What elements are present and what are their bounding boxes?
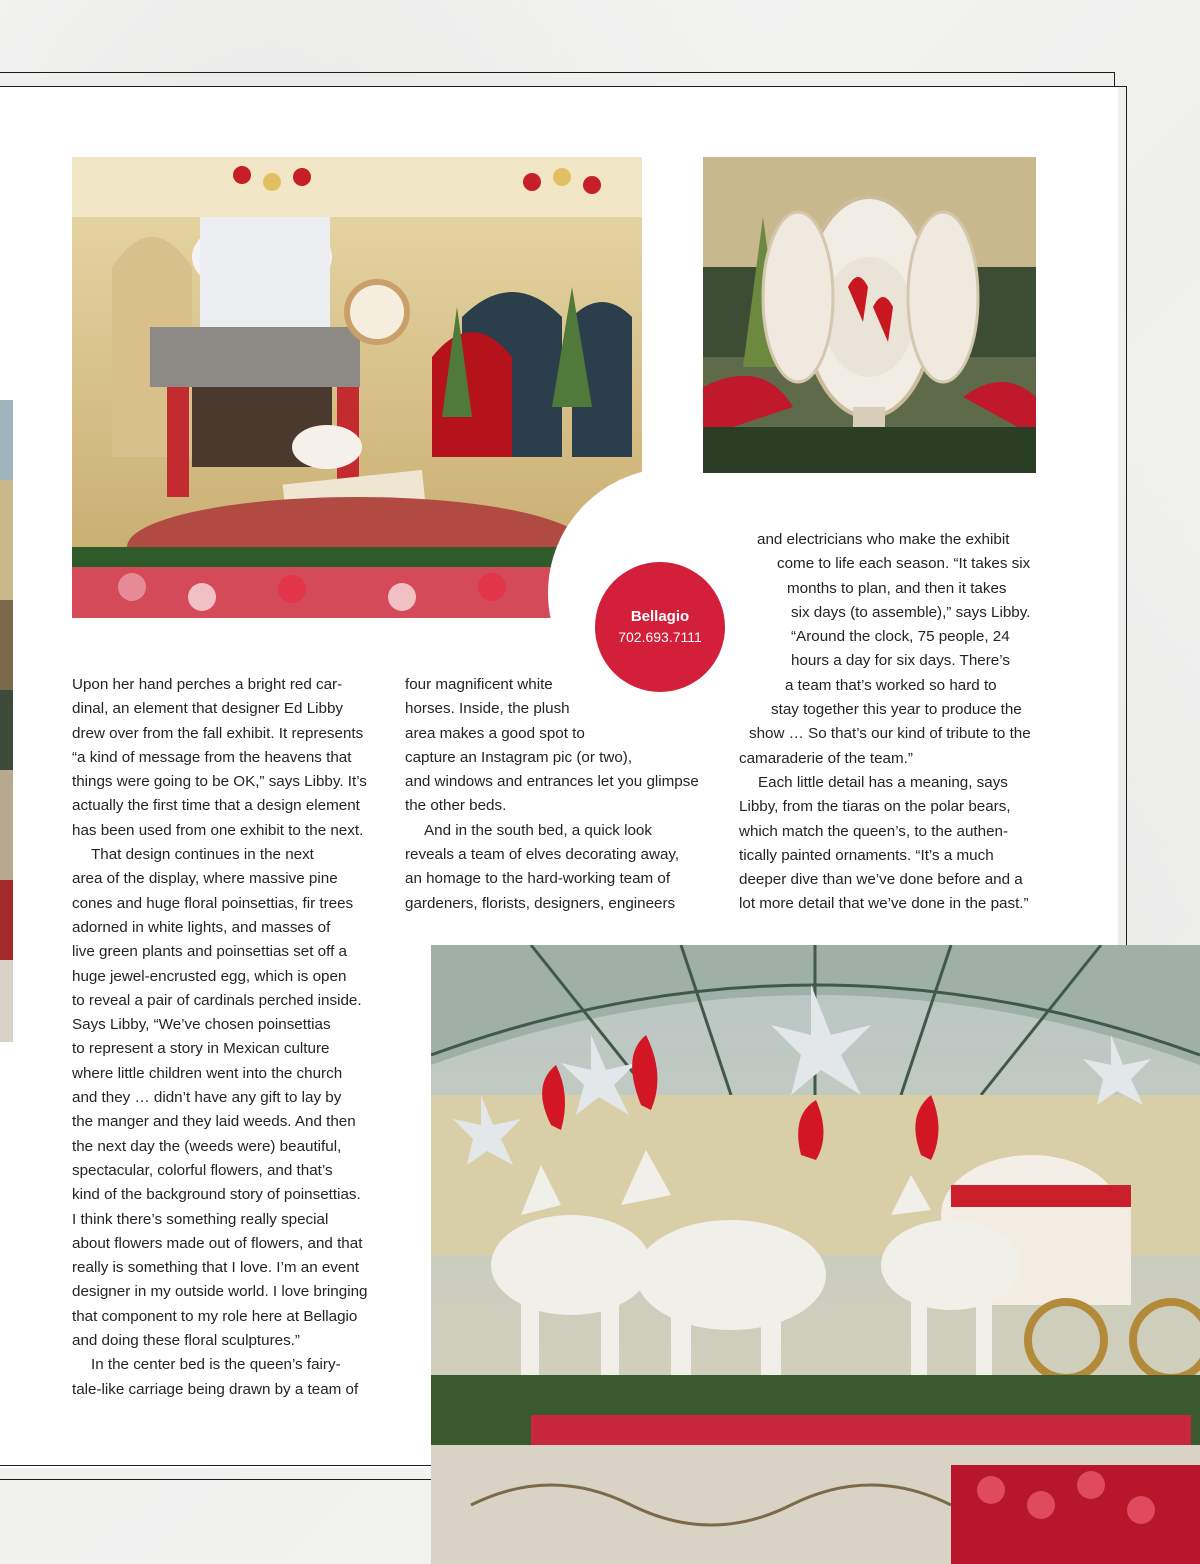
text-line: actually the first time that a design element [72,797,360,815]
text-line: six days (to assemble),” says Libby. [791,603,1031,621]
text-line: Says Libby, “We’ve chosen poinsettias [72,1016,331,1034]
text-line: to reveal a pair of cardinals perched inside. [72,991,362,1009]
text-line: about flowers made out of flowers, and that [72,1234,363,1252]
text-line: area makes a good spot to [405,724,585,742]
frame-line-bottom-outer [0,1465,432,1466]
text-line: tically painted ornaments. “It’s a much [739,846,994,864]
text-line: capture an Instagram pic (or two), [405,748,633,766]
text-line: which match the queen’s, to the authen- [739,822,1009,840]
text-line: Libby, from the tiaras on the polar bears, [739,798,1011,816]
text-line: deeper dive than we’ve done before and a [739,871,1023,889]
article-column-2 [405,673,710,916]
text-line: and windows and entrances let you glimpse [405,773,699,791]
text-line: Upon her hand perches a bright red car- [72,676,343,693]
text-line: tale-like carriage being drawn by a team of [72,1380,359,1398]
article-column-3 [739,528,1039,917]
text-line: to represent a story in Mexican culture [72,1040,330,1058]
text-line: dinal, an element that designer Ed Libby [72,700,344,718]
text-line: cones and huge floral poinsettias, fir trees [72,894,354,912]
text-line: spectacular, colorful flowers, and that’s [72,1161,333,1179]
text-line: camaraderie of the team.” [739,749,913,767]
frame-line-right-inner [1126,86,1127,946]
photo-edge-strip [0,400,13,1042]
text-line: a team that’s worked so hard to [785,676,997,694]
text-line: Each little detail has a meaning, says [758,773,1008,791]
text-line: And in the south bed, a quick look [424,821,652,839]
text-line: designer in my outside world. I love bringing [72,1283,368,1301]
frame-line-top-outer [0,72,1115,73]
text-line: “a kind of message from the heavens that [72,748,352,766]
text-line: That design continues in the next [91,846,314,864]
text-line: and electricians who make the exhibit [757,531,1010,548]
frame-line-bottom-inner [0,1479,432,1480]
text-line: area of the display, where massive pine [72,870,338,888]
photo-egg [703,157,1036,473]
text-line: huge jewel-encrusted egg, which is open [72,967,347,985]
text-line: really is something that I love. I’m an event [72,1259,360,1277]
text-line: lot more detail that we’ve done in the past.” [739,895,1029,913]
text-line: show … So that’s our kind of tribute to the [749,725,1031,743]
frame-line-top-inner [0,86,1127,87]
text-line: gardeners, florists, designers, engineers [405,894,676,912]
text-line: and doing these floral sculptures.” [72,1332,300,1350]
text-line: that component to my role here at Bellagio [72,1307,358,1325]
text-line: where little children went into the church [72,1064,343,1082]
text-line: has been used from one exhibit to the next. [72,821,364,839]
text-line: things were going to be OK,” says Libby. It’s [72,773,367,791]
text-line: live green plants and poinsettias set off a [72,943,347,961]
text-line: the other beds. [405,797,507,815]
text-line: reveals a team of elves decorating away, [405,846,680,864]
text-line: horses. Inside, the plush [405,700,570,718]
text-line: hours a day for six days. There’s [791,652,1010,670]
text-line: “Around the clock, 75 people, 24 [791,628,1010,646]
text-line: and they … didn’t have any gift to lay by [72,1089,342,1107]
text-line: the manger and they laid weeds. And then [72,1113,356,1131]
text-line: months to plan, and then it takes [787,579,1007,597]
text-line: the next day the (weeds were) beautiful, [72,1137,342,1155]
text-line: kind of the background story of poinsettias. [72,1186,361,1204]
venue-name: Bellagio [630,608,690,625]
text-line: adorned in white lights, and masses of [72,918,331,936]
article-column-1 [72,673,382,1402]
text-line: come to life each season. “It takes six [777,555,1031,573]
text-line: drew over from the fall exhibit. It represents [72,724,364,742]
text-line: I think there’s something really special [72,1210,329,1228]
text-line: four magnificent white [405,676,553,693]
text-line: stay together this year to produce the [771,701,1022,719]
text-line: In the center bed is the queen’s fairy- [91,1356,341,1374]
venue-phone[interactable]: 702.693.7111 [618,629,702,645]
text-line: an homage to the hard-working team of [405,870,671,888]
photo-carriage [431,945,1200,1564]
